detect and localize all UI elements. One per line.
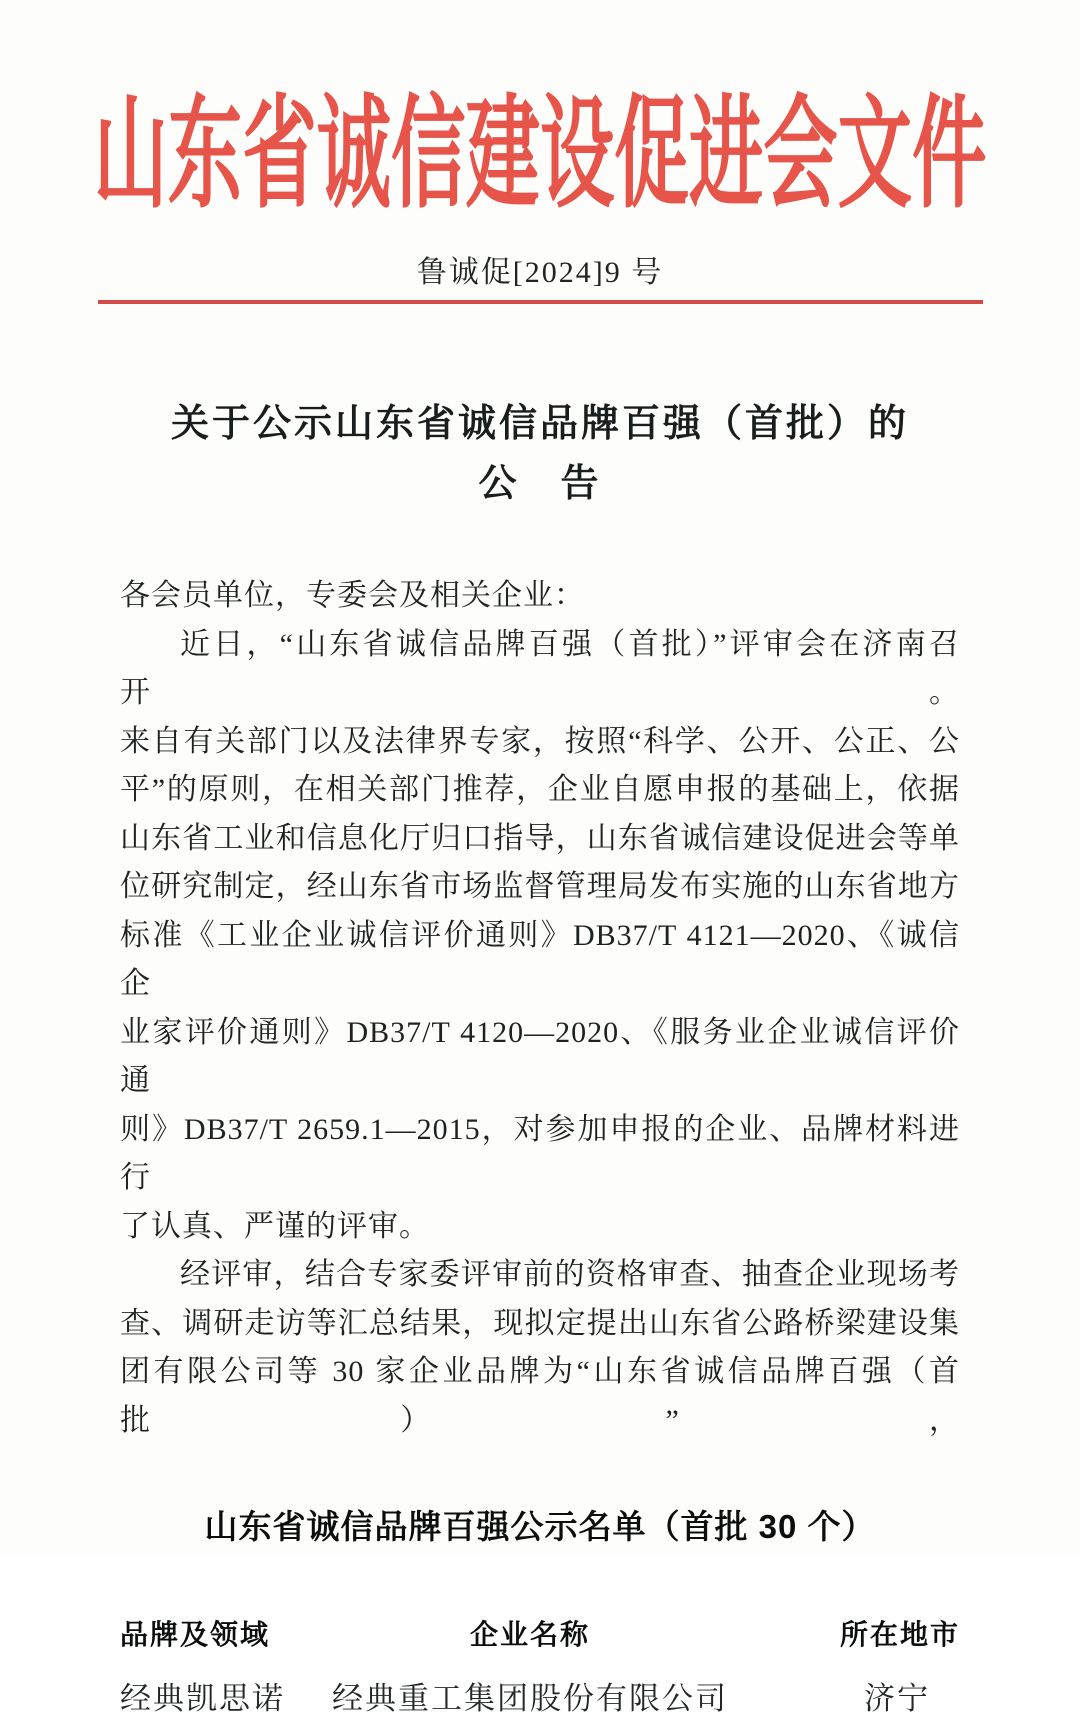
cell-city: 济宁 xyxy=(864,1681,930,1716)
letterhead xyxy=(0,0,1080,223)
title-line-1: 关于公示山东省诚信品牌百强（首批）的 xyxy=(170,403,909,445)
body-text xyxy=(120,572,960,1445)
body-line: 山东省工业和信息化厅归口指导，山东省诚信建设促进会等单 xyxy=(120,821,960,855)
body-line: 位研究制定，经山东省市场监督管理局发布实施的山东省地方 xyxy=(120,870,960,903)
body-line: 平”的原则，在相关部门推荐，企业自愿申报的基础上，依据 xyxy=(120,773,960,806)
brand-table xyxy=(120,1615,960,1721)
body-line: 标准《工业企业诚信评价通则》DB37/T 4121—2020、《诚信企 xyxy=(120,918,960,1000)
body-line: 则》DB37/T 2659.1—2015，对参加申报的企业、品牌材料进行 xyxy=(120,1112,960,1194)
cell-brand: 经典凯思诺 xyxy=(120,1681,285,1716)
title-line-2: 公 告 xyxy=(478,463,602,505)
doc-number: 鲁诚促[2024]9 号 xyxy=(416,256,664,289)
document-title xyxy=(0,394,1080,514)
body-line: 了认真、严谨的评审。 xyxy=(120,1209,430,1243)
body-line: 近日，“山东省诚信品牌百强（首批）”评审会在济南召开。 xyxy=(120,627,960,709)
table-row xyxy=(120,1677,960,1721)
header-cell-company: 企业名称 xyxy=(469,1619,590,1650)
table-header-row xyxy=(120,1615,960,1655)
body-line: 团有限公司等 30 家企业品牌为“山东省诚信品牌百强（首批）”， xyxy=(120,1355,960,1437)
body-line: 业家评价通则》DB37/T 4120—2020、《服务业企业诚信评价通 xyxy=(120,1015,960,1097)
body-line: 经评审，结合专家委评审前的资格审查、抽查企业现场考 xyxy=(180,1258,960,1291)
list-title: 山东省诚信品牌百强公示名单（首批 30 个） xyxy=(204,1508,876,1545)
body-line: 来自有关部门以及法律界专家，按照“科学、公开、公正、公 xyxy=(120,724,960,758)
body-line: 各会员单位，专委会及相关企业： xyxy=(120,579,585,612)
body-line: 查、调研走访等汇总结果，现拟定提出山东省公路桥梁建设集 xyxy=(120,1306,960,1340)
letterhead-title: 山东省诚信建设促进会文件 xyxy=(93,88,987,223)
cell-company: 经典重工集团股份有限公司 xyxy=(332,1681,728,1716)
header-cell-city: 所在地市 xyxy=(839,1619,960,1650)
red-divider-line xyxy=(98,300,983,304)
header-cell-brand: 品牌及领域 xyxy=(120,1619,271,1650)
